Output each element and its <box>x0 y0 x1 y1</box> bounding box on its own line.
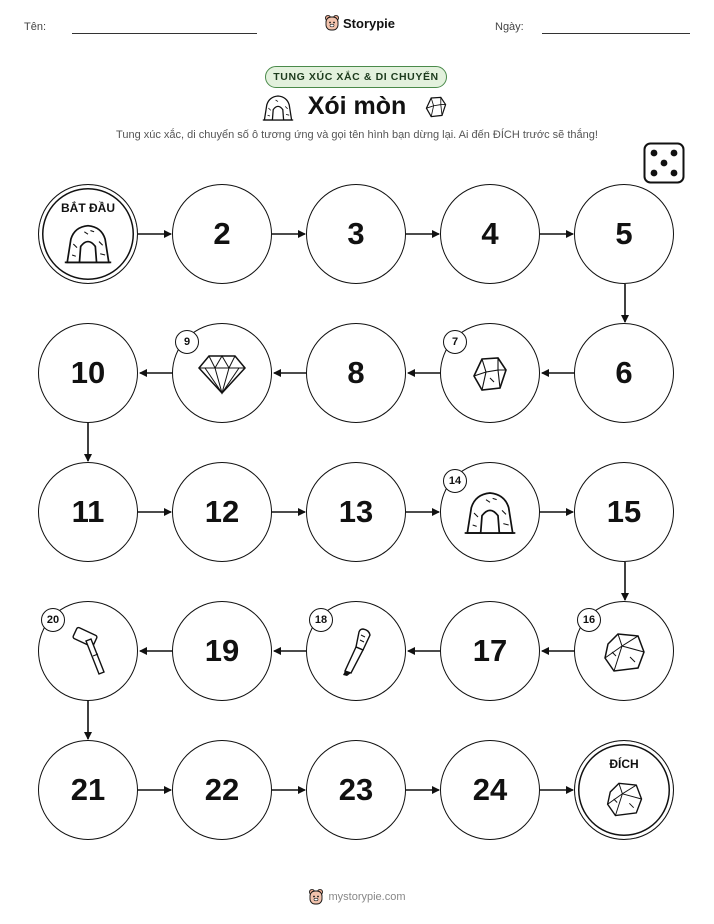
board-cell-14 <box>440 462 540 562</box>
cell-number: 5 <box>615 216 633 251</box>
arch-rock-icon <box>463 489 517 542</box>
board-cell-3 <box>306 184 406 284</box>
cell-number: 13 <box>338 494 374 529</box>
rock-icon <box>605 779 645 824</box>
board-cell-9 <box>172 323 272 423</box>
board-cell-13 <box>306 462 406 562</box>
board-cell-finish <box>574 740 674 840</box>
brand-name: Storypie <box>343 15 396 31</box>
board-cell-11 <box>38 462 138 562</box>
arch-rock-icon <box>63 222 113 271</box>
cell-number-badge: 18 <box>309 608 333 632</box>
cell-number: 6 <box>615 355 633 390</box>
footer <box>0 888 714 906</box>
cell-number: 22 <box>204 772 240 807</box>
board-cell-8 <box>306 323 406 423</box>
board-cell-10 <box>38 323 138 423</box>
board-cell-4 <box>440 184 540 284</box>
cell-number: 8 <box>347 355 365 390</box>
cell-number: 2 <box>213 216 231 251</box>
cell-number: 10 <box>70 355 106 390</box>
board-cell-17 <box>440 601 540 701</box>
board-cell-24 <box>440 740 540 840</box>
cell-number: 19 <box>204 633 240 668</box>
board-cell-5 <box>574 184 674 284</box>
cell-number: 21 <box>70 772 106 807</box>
cell-number: 15 <box>606 494 642 529</box>
cell-number-badge: 14 <box>443 469 467 493</box>
cell-number: 3 <box>347 216 365 251</box>
hammer-icon <box>71 626 107 683</box>
bear-mascot-icon <box>308 888 324 906</box>
footer-site: mystorypie.com <box>328 891 406 903</box>
board-cell-12 <box>172 462 272 562</box>
board-cell-16 <box>574 601 674 701</box>
board-cell-start <box>38 184 138 284</box>
chisel-icon <box>337 626 377 683</box>
board-cell-22 <box>172 740 272 840</box>
page-title: Xói mòn <box>307 92 407 120</box>
board-cell-15 <box>574 462 674 562</box>
board-cell-6 <box>574 323 674 423</box>
cell-number-badge: 9 <box>175 330 199 354</box>
cell-number-badge: 7 <box>443 330 467 354</box>
cell-number: 11 <box>71 494 105 529</box>
cell-number: 24 <box>472 772 508 807</box>
board-cell-7 <box>440 323 540 423</box>
instructions: Tung xúc xắc, di chuyển số ô tương ứng và gọi tên hình bạn dừng lại. Ai đến ĐÍCH trước sẽ thắng! <box>116 129 598 141</box>
rock-icon <box>602 630 648 679</box>
start-label: BẮT ĐẦU <box>61 201 115 215</box>
diamond-icon <box>197 353 247 400</box>
board-cell-23 <box>306 740 406 840</box>
name-label: Tên: <box>24 21 47 33</box>
board-cell-2 <box>172 184 272 284</box>
board-cell-20 <box>38 601 138 701</box>
cell-number: 12 <box>204 494 240 529</box>
cell-number: 23 <box>338 772 374 807</box>
board-cell-19 <box>172 601 272 701</box>
cell-number-badge: 20 <box>41 608 65 632</box>
game-type-tag: TUNG XÚC XẮC & DI CHUYỂN <box>265 66 447 88</box>
cell-number: 4 <box>481 216 499 251</box>
cell-number-badge: 16 <box>577 608 601 632</box>
finish-label: ĐÍCH <box>609 757 639 771</box>
board-cell-21 <box>38 740 138 840</box>
board-cell-18 <box>306 601 406 701</box>
crystal-icon <box>470 352 510 401</box>
cell-number: 17 <box>472 633 508 668</box>
date-label: Ngày: <box>495 21 524 33</box>
